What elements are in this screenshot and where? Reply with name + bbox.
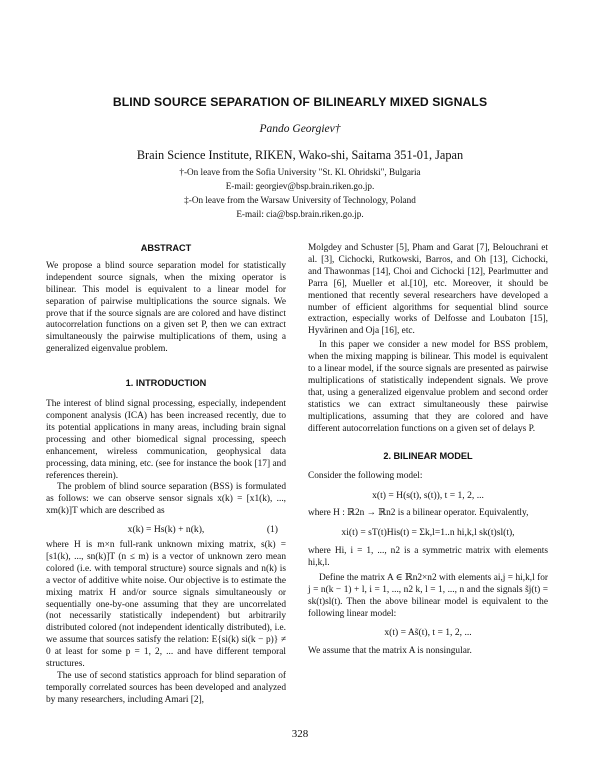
author-name: Pando Georgiev† bbox=[259, 123, 341, 135]
intro-paragraph: where H is m×n full-rank unknown mixing matrix, s(k) = [s1(k), ..., sn(k)]T (n ≤ m) is a vector of unknown zero mean colored (i.e. with temporal structure) source signals and n(k) is a vector of additive white noise. Our objective is to estimate the mixing matrix H and/or source signals simultaneously or sequentially one-by-one assuming that they are uncorrelated (not necessarily statistically independent) but arbitrarily distributed colored (not independent identically distributed), i.e. we assume that sources satisfy the relation: E{si(k) si(k − p)} ≠ 0 at least for some p = 1, 2, ... and have different temporal structures. bbox=[46, 540, 286, 670]
institution: Brain Science Institute, RIKEN, Wako-shi, Saitama 351-01, Japan bbox=[136, 148, 464, 162]
intro-paragraph: The problem of blind source separation (BSS) is formulated as follows: we can observe sensor signals x(k) = [x1(k), ..., xm(k)]T which are described as bbox=[46, 482, 286, 517]
affiliation-line: †-On leave from the Sofia University "St. Kl. Ohridski", Bulgaria bbox=[179, 167, 421, 177]
bilinear-model-heading: 2. BILINEAR MODEL bbox=[383, 450, 473, 461]
related-work-paragraph: Molgdey and Schuster [5], Pham and Garat [7], Belouchrani et al. [3], Cichocki, Rutkowski, Barros, and Oh [13], Cichocki, and Thawonmas [14], Choi and Cichocki [12], Pearlmutter and Parra [6], Mueller et al.[10], etc. Moreover, it should be mentioned that recently several researchers have developed a number of efficient algorithms for sequential blind source extraction, especially works of Delfosse and Loubaton [15], Hyvärinen and Oja [16], etc. bbox=[308, 243, 548, 337]
intro-paragraph: The interest of blind signal processing, especially, independent component analysis (ICA) has been increased recently, due to its potential applications in many areas, including brain signal processing and other biomedical signal processing, speech enhancement, wireless communication, geophysical data processing, data mining, etc. (see for instance the book [17] and references therein). bbox=[46, 399, 286, 481]
right-column bbox=[308, 243, 548, 658]
page-number: 328 bbox=[291, 728, 309, 740]
paper-title: BLIND SOURCE SEPARATION OF BILINEARLY MIXED SIGNALS bbox=[112, 95, 488, 109]
left-column bbox=[46, 243, 286, 707]
model-assumption: We assume that the matrix A is nonsingular. bbox=[308, 646, 472, 657]
model-paragraph: Define the matrix A ∈ ℝn2×n2 with elements ai,j = hi,k,l for j = n(k − 1) + l, i = 1, ..., n2 k, l = 1, ..., n and the signals s̃j(t) = sk(t)sl(t). Then the above bilinear model is equivalent to the following linear model: bbox=[308, 572, 548, 619]
introduction-heading: 1. INTRODUCTION bbox=[125, 378, 207, 389]
affiliation-email: E-mail: cia@bsp.brain.riken.go.jp. bbox=[236, 209, 364, 219]
intro-paragraph: The use of second statistics approach for blind separation of temporally correlated sources has been developed and analyzed by many researchers, including Amari [2], bbox=[46, 671, 286, 705]
equation-1 bbox=[46, 524, 286, 536]
equation-1-number: (1) bbox=[266, 524, 278, 536]
model-paragraph: where Hi, i = 1, ..., n2 is a symmetric matrix with elements hi,k,l. bbox=[308, 546, 548, 568]
affiliation-email: E-mail: georgiev@bsp.brain.riken.go.jp. bbox=[225, 181, 375, 191]
equation-1-body: x(k) = Hs(k) + n(k), bbox=[127, 524, 205, 536]
equation-2: x(t) = H(s(t), s(t)), t = 1, 2, ... bbox=[372, 490, 484, 502]
model-intro: Consider the following model: bbox=[308, 471, 423, 482]
abstract-text: We propose a blind source separation model for statistically independent source signals, when the mixing operator is bilinear. This model is equivalent to a linear model for separation of pairwise multiplications the source signals. We prove that if the source signals are are colored and have distinct autocorrelation functions on a given set P, then we can extract simultaneously the pairwise multiplications of them, using a generalized eigenvalue problem. bbox=[46, 260, 286, 355]
abstract-heading: ABSTRACT bbox=[140, 243, 192, 253]
equation-3: xi(t) = sT(t)His(t) = Σk,l=1..n hi,k,l sk(t)sl(t), bbox=[341, 527, 515, 539]
affiliation-line: ‡-On leave from the Warsaw University of Technology, Poland bbox=[184, 195, 416, 205]
equation-4: x(t) = As̃(t), t = 1, 2, ... bbox=[384, 627, 472, 639]
contribution-paragraph: In this paper we consider a new model for BSS problem, when the mixing mapping is bilinear. This model is equivalent to a linear model, if the source signals are presented as pairwise multiplications of statistically independent signals. We prove that, using a generalized eigenvalue problem and second order statistics we can extract simultaneously these pairwise multiplications, assuming that they are colored and have different autocorrelation functions on a given set of delays P. bbox=[308, 340, 548, 434]
model-paragraph: where H : ℝ2n → ℝn2 is a bilinear operator. Equivalently, bbox=[308, 508, 529, 519]
